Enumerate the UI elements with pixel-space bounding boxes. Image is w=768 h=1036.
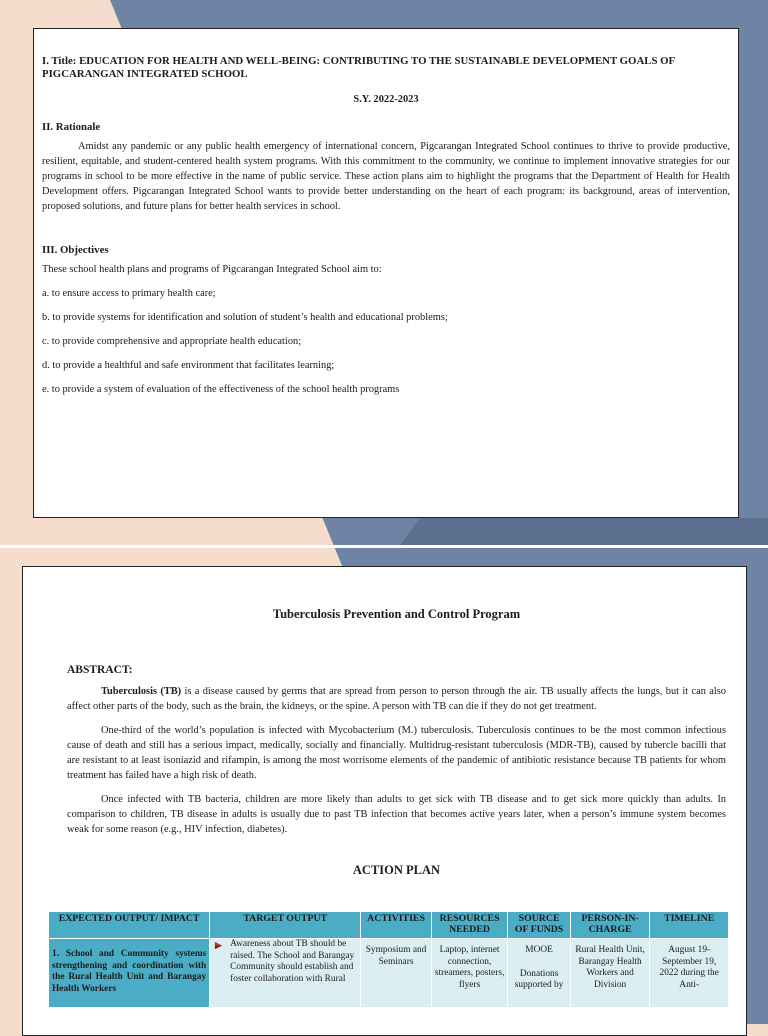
tb-term: Tuberculosis (TB) [101, 686, 182, 697]
activities-cell: Symposium and Seminars [361, 939, 432, 1008]
funds-line-1: MOOE [525, 945, 553, 955]
arrow-bullet-icon [214, 941, 223, 950]
abstract-paragraph-2: One-third of the world’s population is infected with Mycobacterium (M.) tuberculosis. Tuberculosis continues to be the most common infectious cause of death and still has a serious impact, medically, socially and financially. Multidrug-resistant tuberculosis (MDR-TB), caused by tubercle bacilli that are resistant to at least isoniazid and rifampin, is among the most worrisome elements of the pandemic of antibiotic resistance because TB patients for whom treatment has failed have a high risk of death. [67, 725, 726, 781]
objectives-heading: III. Objectives [42, 244, 109, 256]
table-row [49, 939, 729, 1008]
funds-line-2: Donations supported by [514, 968, 564, 990]
objective-item: d. to provide a healthful and safe environment that facilitates learning; [42, 360, 335, 371]
objective-item: e. to provide a system of evaluation of the effectiveness of the school health programs [42, 384, 400, 395]
target-text: Awareness about TB should be raised. The School and Barangay Community should establish and foster collaboration with Rural [230, 939, 355, 984]
column-header: TIMELINE [650, 912, 729, 939]
timeline-cell: August 19-September 19, 2022 during the Anti- [650, 939, 729, 1008]
action-plan-heading: ACTION PLAN [352, 863, 441, 877]
table-header-row [49, 912, 729, 939]
document-title: I. Title: EDUCATION FOR HEALTH AND WELL-BEING: CONTRIBUTING TO THE SUSTAINABLE DEVELOPMENT GOALS OF PIGCARANGAN INTEGRATED SCHOOL [42, 55, 675, 80]
rationale-heading: II. Rationale [42, 121, 101, 133]
objective-item: b. to provide systems for identification and solution of student’s health and educational problems; [42, 312, 448, 323]
column-header: EXPECTED OUTPUT/ IMPACT [49, 912, 210, 939]
impact-cell: 1. School and Community systems strengthening and coordination with the Rural Health Unit and Barangay Health Workers [49, 939, 210, 1008]
objectives-intro: These school health plans and programs of Pigcarangan Integrated School aim to: [42, 264, 382, 275]
document-page-1 [33, 28, 739, 518]
column-header: RESOURCES NEEDED [431, 912, 508, 939]
program-title: Tuberculosis Prevention and Control Program [272, 607, 521, 621]
abstract-paragraph-3: Once infected with TB bacteria, children are more likely than adults to get sick with TB disease and to get sick more quickly than adults. In comparison to children, TB disease in adults is usually due to past TB infection that becomes active years later, when a person’s immune system becomes weak for some reason (e.g., HIV infection, diabetes). [67, 794, 726, 835]
resources-cell: Laptop, internet connection, streamers, posters, flyers [431, 939, 508, 1008]
target-cell [210, 939, 361, 1008]
column-header: ACTIVITIES [361, 912, 432, 939]
objectives-list [42, 262, 730, 397]
funds-cell [508, 939, 570, 1008]
abstract-heading: ABSTRACT: [67, 664, 133, 676]
document-page-2 [22, 566, 747, 1036]
column-header: SOURCE OF FUNDS [508, 912, 570, 939]
column-header: TARGET OUTPUT [210, 912, 361, 939]
objective-item: a. to ensure access to primary health care; [42, 288, 216, 299]
objective-item: c. to provide comprehensive and appropriate health education; [42, 336, 302, 347]
person-cell: Rural Health Unit, Barangay Health Workers and Division [570, 939, 650, 1008]
column-header: PERSON-IN-CHARGE [570, 912, 650, 939]
abstract-paragraph-1-text: is a disease caused by germs that are spread from person to person through the air. TB usually affects the lungs, but it can also affect other parts of the body, such as the brain, the kidneys, or the spine. A person with TB can die if they do not get treatment. [67, 686, 726, 712]
abstract-paragraph-1 [67, 684, 726, 714]
rationale-text: Amidst any pandemic or any public health emergency of international concern, Pigcarangan Integrated School continues to thrive to provide productive, resilient, equitable, and student-centered health system programs. With this commitment to the community, we continue to implement innovative strategies for our programs in school to be more effective in the name of public service. These action plans aim to highlight the programs that the Department of Health for Health Development offers. Pigcarangan Integrated School wants to provide better understanding on the heart of each program: its background, areas of intervention, proposed solutions, and future plans for better health services in school. [42, 141, 730, 212]
school-year: S.Y. 2022-2023 [353, 94, 419, 105]
action-plan-table [48, 911, 729, 1008]
